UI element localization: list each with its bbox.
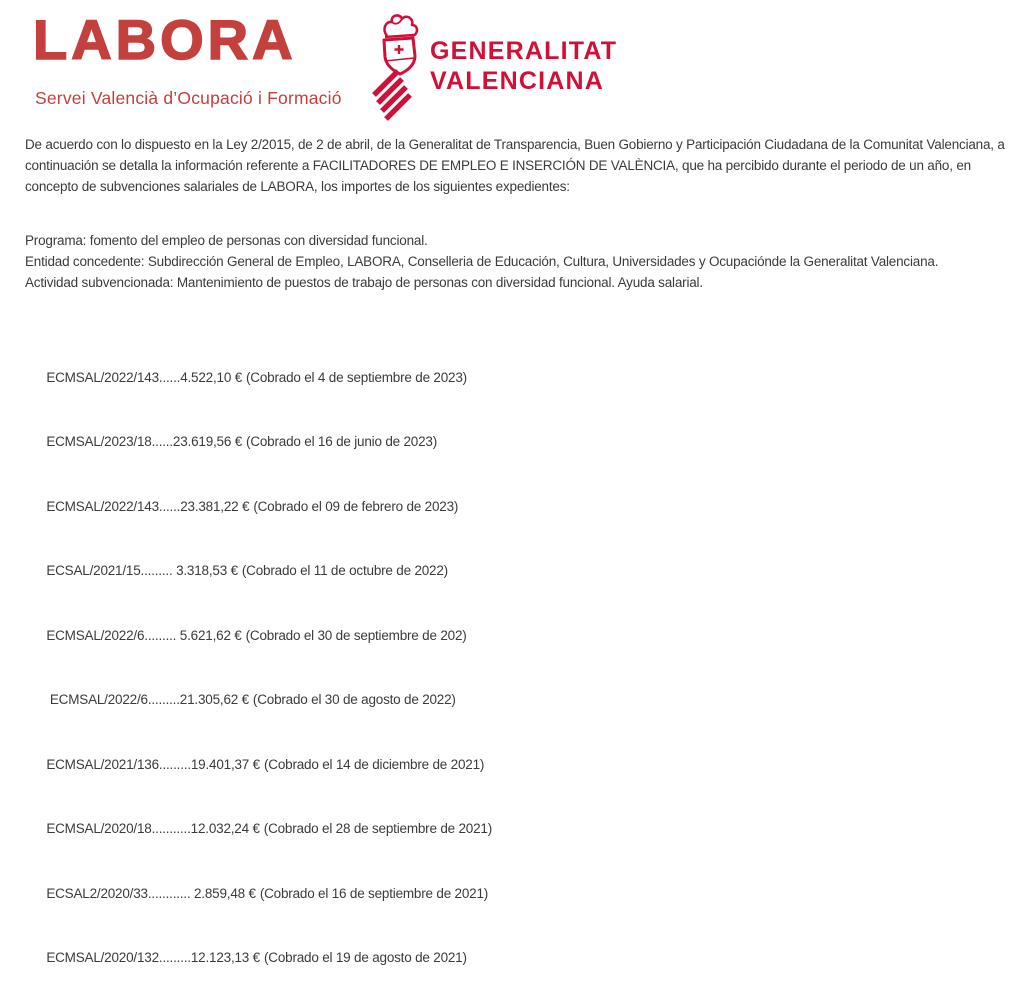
dot-leader: ......... [159, 757, 191, 772]
expediente-cobrado: (Cobrado el 14 de diciembre de 2021) [264, 757, 484, 772]
expediente-row [25, 861, 1010, 926]
expediente-cobrado: (Cobrado el 19 de agosto de 2021) [264, 950, 467, 965]
expediente-amount: 19.401,37 € [191, 757, 260, 772]
expediente-row [25, 603, 1010, 668]
expediente-code: ECMSAL/2020/132 [46, 950, 159, 965]
dot-leader: ......... [148, 692, 180, 707]
dot-leader: ...... [159, 499, 180, 514]
expediente-code: ECMSAL/2023/18 [46, 434, 151, 449]
expediente-row [25, 926, 1010, 990]
expediente-code: ECSAL/2021/15 [46, 563, 140, 578]
expediente-code: ECMSAL/2020/18 [46, 821, 151, 836]
expediente-amount: 23.381,22 € [180, 499, 249, 514]
generalitat-valenciana-logo [430, 36, 617, 96]
expediente-amount: 2.859,48 € [194, 886, 256, 901]
gva-logo-line2: VALENCIANA [430, 66, 617, 96]
expediente-amount: 4.522,10 € [180, 370, 242, 385]
expediente-amount: 23.619,56 € [173, 434, 242, 449]
program-line-actividad: Actividad subvencionada: Mantenimiento de puestos de trabajo de personas con diversidad funcional. Ayuda salarial. [25, 272, 1010, 293]
expediente-row [25, 797, 1010, 862]
dot-leader: ......... [141, 563, 177, 578]
expediente-cobrado: (Cobrado el 16 de junio de 2023) [246, 434, 437, 449]
dot-leader: ...... [152, 434, 173, 449]
expediente-amount: 3.318,53 € [176, 563, 238, 578]
expediente-cobrado: (Cobrado el 28 de septiembre de 2021) [264, 821, 492, 836]
expediente-cobrado: (Cobrado el 16 de septiembre de 2021) [260, 886, 488, 901]
expediente-amount: 5.621,62 € [180, 628, 242, 643]
gva-coat-of-arms-icon [371, 12, 427, 122]
expediente-row [25, 668, 1010, 733]
dot-leader: ...... [159, 370, 180, 385]
gva-logo-line1: GENERALITAT [430, 36, 617, 66]
labora-tagline: Servei Valencià d’Ocupació i Formació [35, 88, 342, 109]
dot-leader: ......... [159, 950, 191, 965]
expediente-code: ECMSAL/2022/6 [46, 692, 148, 707]
expedientes-list [25, 345, 1010, 990]
expediente-row [25, 539, 1010, 604]
document-body [25, 134, 1010, 990]
expediente-row [25, 732, 1010, 797]
expediente-row [25, 410, 1010, 475]
dot-leader: ........... [152, 821, 191, 836]
expediente-code: ECMSAL/2022/143 [46, 370, 159, 385]
expediente-code: ECMSAL/2021/136 [46, 757, 159, 772]
expediente-code: ECSAL2/2020/33 [46, 886, 148, 901]
expediente-amount: 12.032,24 € [191, 821, 260, 836]
intro-paragraph: De acuerdo con lo dispuesto en la Ley 2/2015, de 2 de abril, de la Generalitat de Transparencia, Buen Gobierno y Participación Ciudadana de la Comunitat Valenciana, a continuación se detalla la información referente a FACILITADORES DE EMPLEO E INSERCIÓN DE VALÈNCIA, que ha percibido durante el periodo de un año, en concepto de subvenciones salariales de LABORA, los importes de los siguientes expedientes: [25, 134, 1010, 197]
program-line-entidad: Entidad concedente: Subdirección General de Empleo, LABORA, Conselleria de Educación, Cultura, Universidades y Ocupaciónde la Generalitat Valenciana. [25, 251, 1010, 272]
expediente-cobrado: (Cobrado el 30 de agosto de 2022) [253, 692, 456, 707]
expediente-amount: 21.305,62 € [180, 692, 249, 707]
expediente-amount: 12.123,13 € [191, 950, 260, 965]
dot-leader: ......... [144, 628, 180, 643]
expediente-row [25, 345, 1010, 410]
labora-logo: LABORA [33, 12, 297, 68]
expediente-code: ECMSAL/2022/6 [46, 628, 144, 643]
expediente-cobrado: (Cobrado el 4 de septiembre de 2023) [246, 370, 467, 385]
expediente-cobrado: (Cobrado el 30 de septiembre de 202) [246, 628, 467, 643]
expediente-cobrado: (Cobrado el 11 de octubre de 2022) [242, 563, 448, 578]
expediente-row [25, 474, 1010, 539]
program-line-programa: Programa: fomento del empleo de personas con diversidad funcional. [25, 230, 1010, 251]
expediente-code: ECMSAL/2022/143 [46, 499, 159, 514]
expediente-cobrado: (Cobrado el 09 de febrero de 2023) [253, 499, 458, 514]
dot-leader: ............ [148, 886, 194, 901]
program-details [25, 230, 1010, 293]
